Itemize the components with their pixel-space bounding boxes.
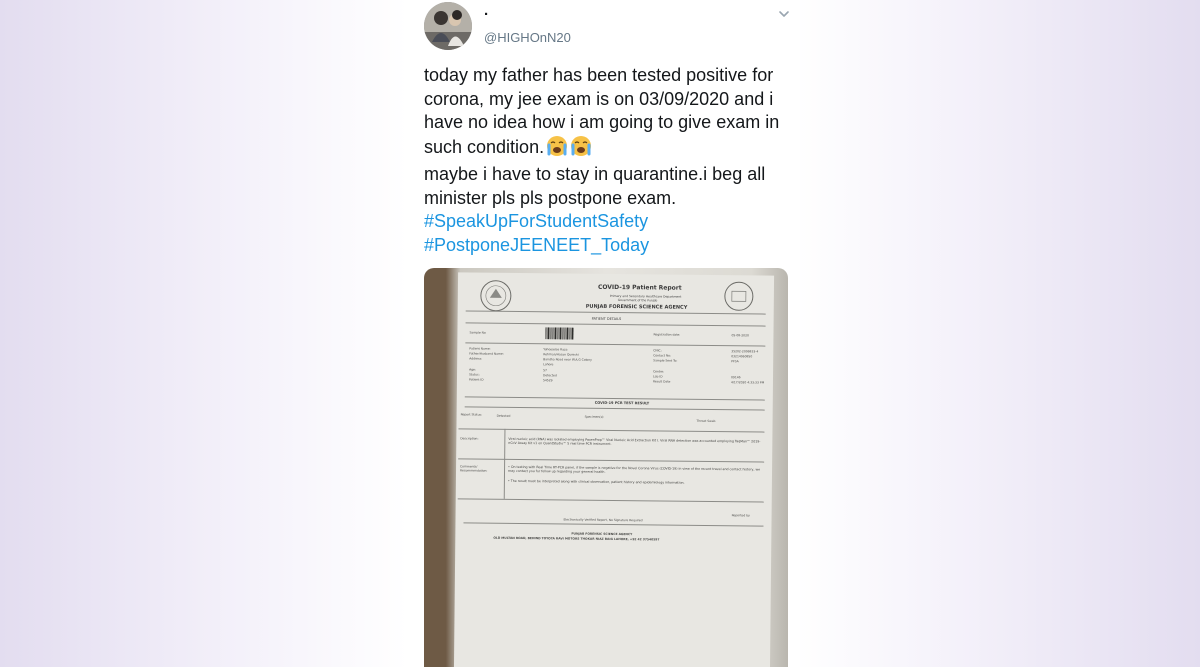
specimen-label: Specimen(s):: [584, 414, 605, 419]
divider: [465, 406, 765, 410]
divider: [504, 429, 505, 499]
contact-label: Contact No:: [653, 353, 671, 358]
report-title: COVID-19 Patient Report: [597, 283, 682, 292]
tweet-card: [408, 0, 800, 667]
electronic-note: Electronically Verified Report, No Signature Required: [563, 517, 643, 523]
display-name[interactable]: .: [484, 2, 489, 19]
covid-report-document: [454, 272, 774, 667]
patient-id-label: Patient ID: [468, 377, 484, 382]
father-name-label: Father/Husband Name:: [469, 351, 504, 356]
tweet-paragraph-text: today my father has been tested positive for corona, my jee exam is on 03/09/2020 and i have no idea how i am going to give exam in such condition.: [424, 65, 780, 157]
status-value: Detected: [543, 373, 557, 378]
tweet-paragraph: [424, 64, 794, 163]
divider: [463, 522, 763, 526]
report-agency: PUNJAB FORENSIC SCIENCE AGENCY: [585, 303, 688, 311]
patient-name-value: Yahoo/else Raza: [543, 347, 568, 352]
city-value: Lahore: [543, 362, 554, 367]
patient-details-heading: PATIENT DETAILS: [591, 316, 622, 322]
pfsa-logo-icon: [722, 279, 756, 313]
hashtag-link[interactable]: #PostponeJEENEET_Today: [424, 234, 650, 255]
patient-name-label: Patient Name:: [469, 346, 491, 351]
father-name-value: Rehman/Hasan Qureshi: [543, 352, 579, 357]
status-label: Status:: [469, 372, 480, 377]
sample-sent-value: PFSA: [731, 359, 739, 364]
address-label: Address:: [469, 356, 483, 361]
lab-id-label: Lab ID: [653, 374, 663, 379]
report-status-label: Report Status:: [460, 412, 483, 417]
result-heading: COVID-19 PCR TEST RESULT: [594, 400, 650, 406]
patient-id-value: 54529: [542, 378, 553, 383]
comment-1: • On testing with Real Time RT-PCR panel, if the sample is negative for the Novel Corona Virus (COVID-19) in view of the recent travel and contact history, we may contact you for follow up regarding your general health.: [508, 464, 761, 475]
sample-sent-label: Sample Sent To:: [653, 358, 678, 363]
centre-label: Centre:: [653, 369, 665, 374]
comment-2: • The result must be interpreted along with clinical observation, patient history and epidemiology information.: [507, 478, 685, 485]
registration-date-value: 05-08-2020: [731, 333, 749, 338]
divider: [465, 342, 765, 346]
divider: [466, 322, 766, 326]
address-value: Bandha Road near W.A.G Colony: [543, 357, 592, 362]
description-label: Description:: [460, 436, 479, 441]
avatar-photo-icon: [424, 2, 472, 50]
cnic-label: CNIC:: [653, 348, 662, 353]
cnic-value: 35202-2006833-4: [731, 349, 759, 354]
crying-face-emoji-icon: [546, 135, 592, 164]
age-label: Age:: [469, 367, 476, 372]
reported-by: Reported by: [731, 513, 750, 518]
sample-no-label: Sample No: [469, 330, 486, 335]
lab-id-value: 09146: [730, 375, 741, 380]
report-subtitle-2: Government of the Punjab: [617, 298, 658, 303]
user-handle[interactable]: @HIGHOnN20: [484, 30, 571, 45]
footer-agency: PUNJAB FORENSIC SCIENCE AGENCY: [571, 531, 633, 537]
comments-label: Comments/ Recommendation:: [460, 464, 488, 473]
hashtag-link[interactable]: #SpeakUpForStudentSafety: [424, 211, 649, 231]
registration-date-label: Registration date:: [653, 332, 681, 337]
avatar[interactable]: [424, 2, 472, 50]
divider: [458, 498, 764, 502]
report-status-value: Detected: [496, 413, 511, 418]
result-date-label: Result Date: [652, 379, 671, 384]
description-text: Viral nucleic acid (RNA) was isolated employing PaxenPrep™ Viral Nucleic Acid Extraction Kit I. Viral RNA detection was accounted employing TaqMan™ 2019-nCoV Assay Kit v1 on QuantStudio™ 5 real time PCR instrument.: [508, 436, 761, 447]
contact-value: 03214060850: [731, 354, 753, 359]
barcode-icon: [545, 327, 573, 339]
footer-address: OLD MULTAN ROAD, BEHIND TOYOTA RAVI MOTORS THOKAR NIAZ BAIG LAHORE, +92 42 37540597: [493, 535, 660, 542]
tweet-text: [424, 64, 794, 257]
age-value: 57: [543, 368, 547, 373]
result-date-value: 4/17/2020 4:33:33 PM: [730, 380, 765, 385]
chevron-down-icon[interactable]: [776, 6, 792, 22]
punjab-seal-icon: [478, 279, 514, 313]
report-subtitle-1: Primary and Secondary Healthcare Department: [609, 293, 682, 299]
divider: [465, 396, 765, 400]
specimen-value: Throat Swab: [696, 418, 716, 424]
tweet-paragraph-2: maybe i have to stay in quarantine.i beg all minister pls pls postpone exam.: [424, 164, 766, 208]
attached-photo[interactable]: [424, 268, 788, 667]
